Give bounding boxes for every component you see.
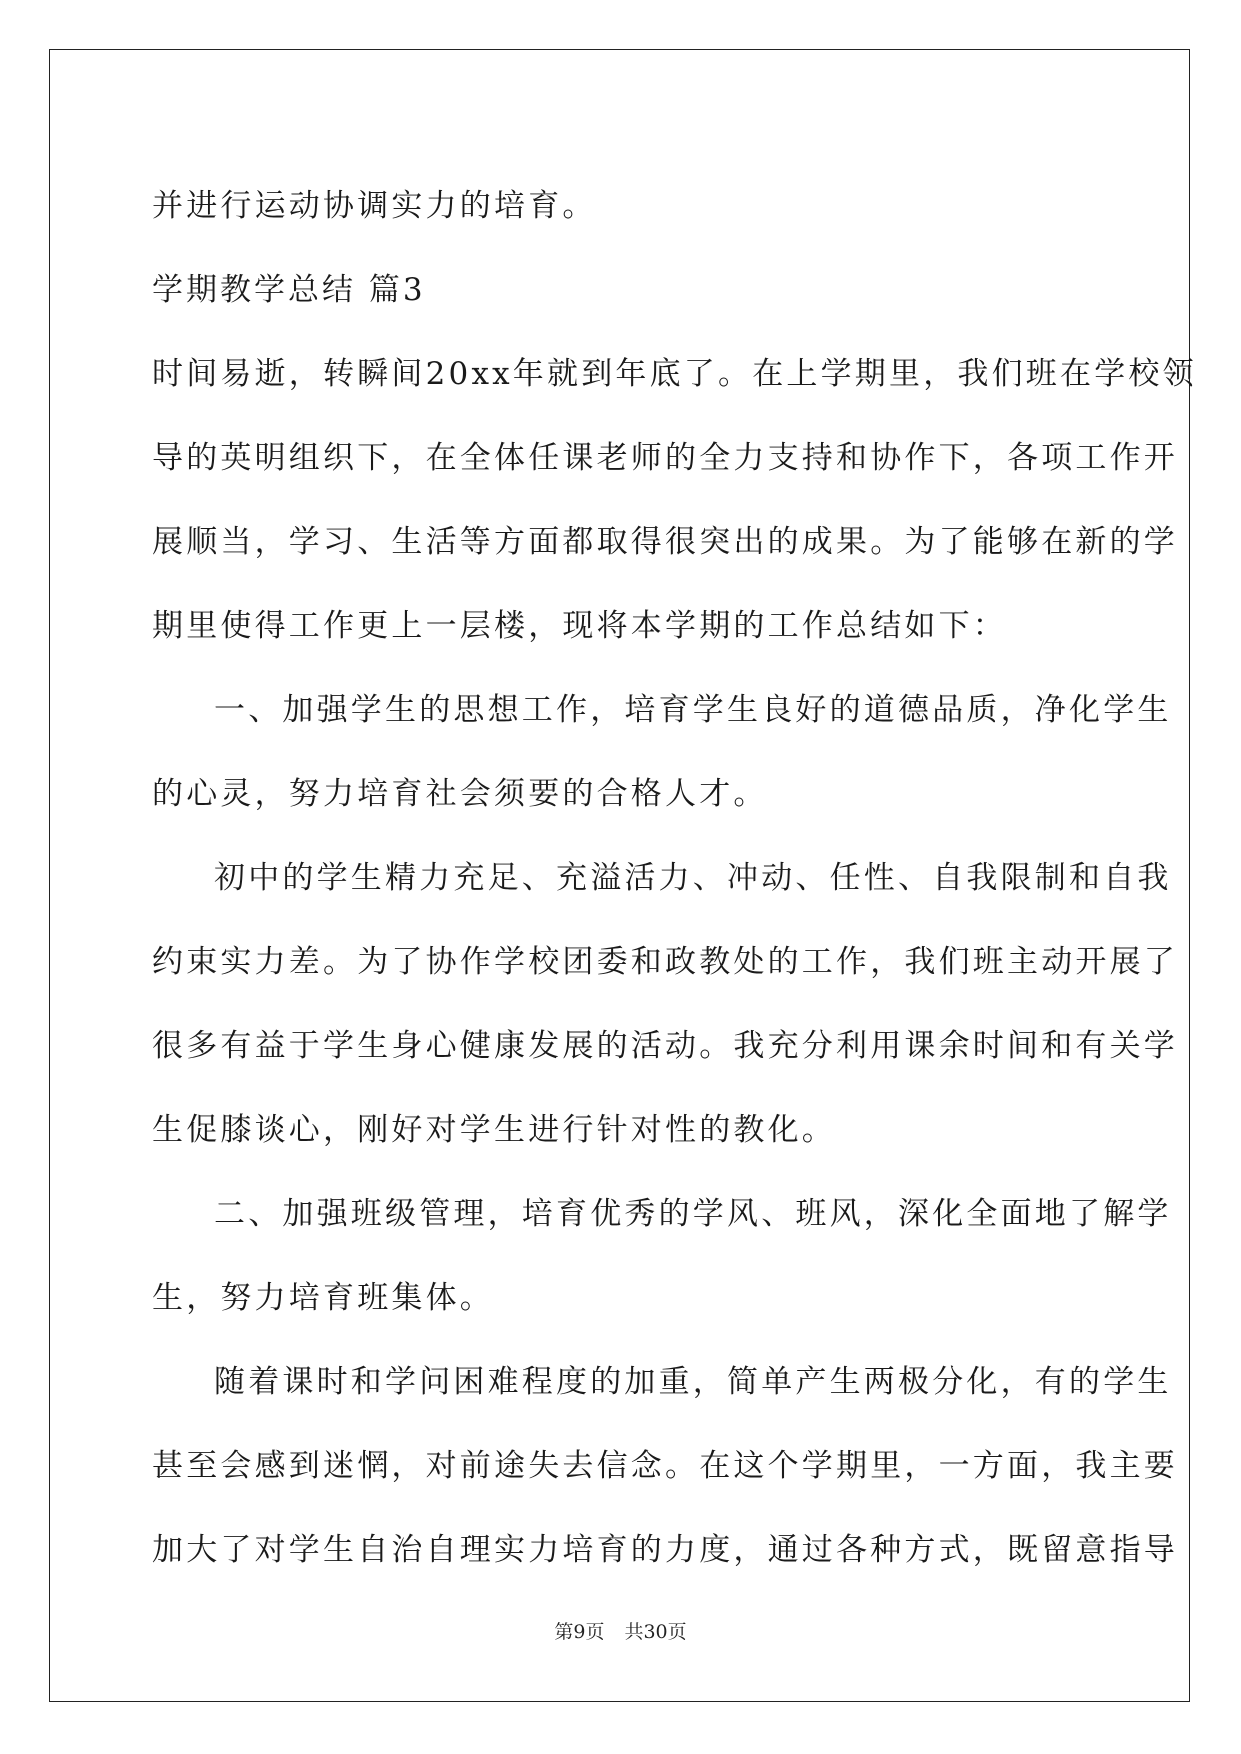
section-heading: 学期教学总结 篇3 (152, 272, 426, 308)
text-line: 很多有益于学生身心健康发展的活动。我充分利用课余时间和有关学 (152, 1028, 1178, 1064)
text-line: 的心灵，努力培育社会须要的合格人才。 (152, 776, 768, 812)
page-total: 共30页 (624, 1621, 687, 1643)
text-line: 一、加强学生的思想工作，培育学生良好的道德品质，净化学生 (214, 692, 1172, 728)
text-line: 生，努力培育班集体。 (152, 1280, 494, 1316)
text-line: 并进行运动协调实力的培育。 (152, 188, 597, 224)
page-footer (0, 1617, 1241, 1644)
text-line: 甚至会感到迷惘，对前途失去信念。在这个学期里，一方面，我主要 (152, 1448, 1178, 1484)
document-body (152, 164, 1197, 1592)
text-line: 加大了对学生自治自理实力培育的力度，通过各种方式，既留意指导 (152, 1532, 1178, 1568)
text-line: 生促膝谈心，刚好对学生进行针对性的教化。 (152, 1112, 836, 1148)
text-line: 时间易逝，转瞬间20xx年就到年底了。在上学期里，我们班在学校领 (152, 356, 1197, 392)
text-line: 期里使得工作更上一层楼，现将本学期的工作总结如下： (152, 608, 1007, 644)
text-line: 随着课时和学问困难程度的加重，简单产生两极分化，有的学生 (214, 1364, 1172, 1400)
page-number: 第9页 (554, 1621, 605, 1643)
text-line: 二、加强班级管理，培育优秀的学风、班风，深化全面地了解学 (214, 1196, 1172, 1232)
text-line: 约束实力差。为了协作学校团委和政教处的工作，我们班主动开展了 (152, 944, 1178, 980)
text-line: 展顺当，学习、生活等方面都取得很突出的成果。为了能够在新的学 (152, 524, 1178, 560)
text-line: 初中的学生精力充足、充溢活力、冲动、任性、自我限制和自我 (214, 860, 1172, 896)
text-line: 导的英明组织下，在全体任课老师的全力支持和协作下，各项工作开 (152, 440, 1178, 476)
